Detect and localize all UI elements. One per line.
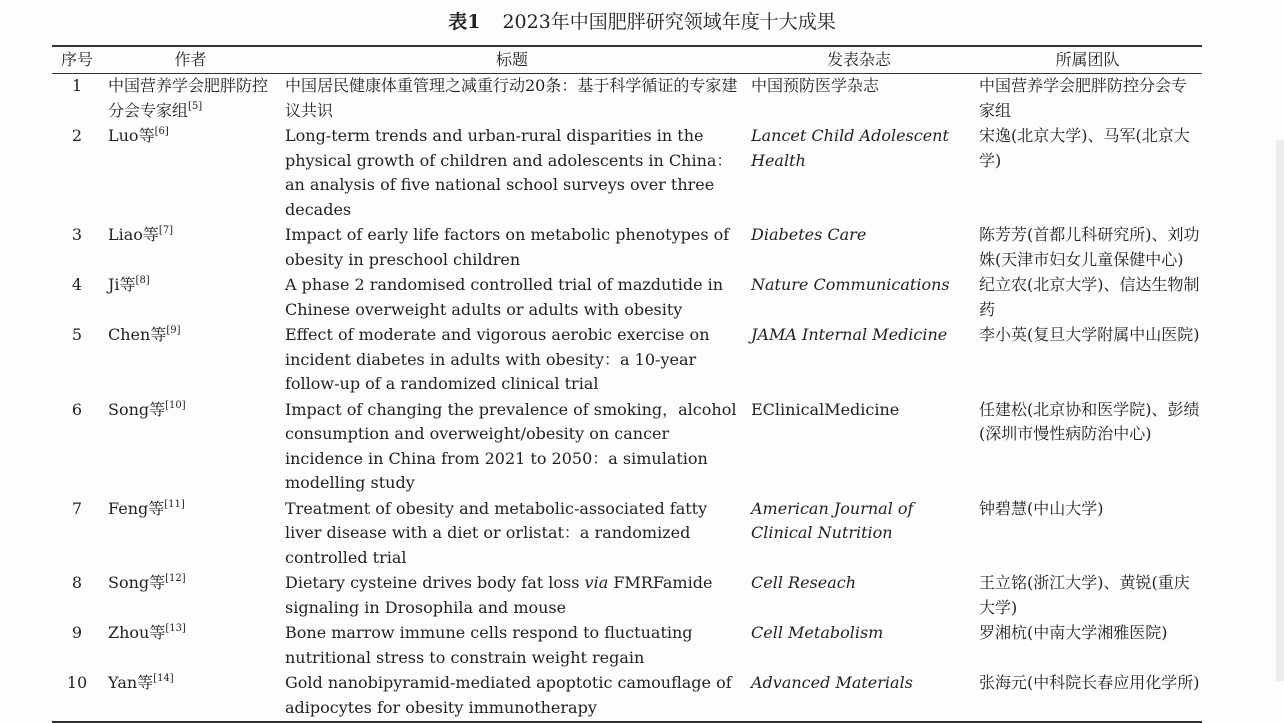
reference-number: [8] bbox=[135, 275, 150, 286]
row-number: 6 bbox=[71, 399, 83, 419]
author-name: Feng等 bbox=[108, 498, 165, 518]
row-author bbox=[102, 398, 279, 497]
reference-number: [10] bbox=[165, 399, 186, 411]
row-author bbox=[102, 124, 279, 223]
row-journal: Cell Metabolism bbox=[751, 623, 884, 642]
author-name: Liao等 bbox=[108, 225, 159, 244]
row-team: 张海元(中科院长春应用化学所) bbox=[979, 673, 1200, 692]
table-row bbox=[52, 497, 1202, 572]
table-row bbox=[52, 571, 1202, 621]
reference-number: [12] bbox=[165, 573, 186, 584]
row-team: 任建松(北京协和医学院)、彭绩(深圳市慢性病防治中心) bbox=[979, 399, 1200, 443]
author-name: Zhou等 bbox=[108, 623, 166, 642]
reference-number: [9] bbox=[166, 325, 181, 336]
row-number: 9 bbox=[71, 623, 83, 642]
row-number: 3 bbox=[71, 225, 83, 244]
row-author bbox=[102, 621, 279, 671]
title-text: FMRFamide signaling in Drosophila and mouse bbox=[285, 573, 713, 617]
row-team: 李小英(复旦大学附属中山医院) bbox=[979, 325, 1200, 344]
row-title: Impact of early life factors on metabolic phenotypes of obesity in preschool children bbox=[285, 225, 730, 269]
row-title: Gold nanobipyramid-mediated apoptotic camouflage of adipocytes for obesity immunotherapy bbox=[285, 673, 732, 717]
scrollbar-track[interactable] bbox=[1276, 140, 1284, 681]
row-author bbox=[102, 74, 279, 125]
author-name: Yan等 bbox=[108, 673, 154, 692]
row-journal: Cell Reseach bbox=[751, 573, 857, 592]
caption-label: 表1 bbox=[448, 11, 481, 33]
row-team: 钟碧慧(中山大学) bbox=[979, 498, 1104, 518]
row-title bbox=[279, 571, 745, 621]
header-author: 作者 bbox=[174, 49, 207, 69]
row-title: Impact of changing the prevalence of smoking，alcohol consumption and overweight/obesity on cancer incidence in China from 2021 to 2050：a simulation modelling study bbox=[285, 399, 737, 492]
row-team: 纪立农(北京大学)、信达生物制药 bbox=[979, 275, 1200, 319]
author-name: Luo等 bbox=[108, 126, 155, 145]
table-header bbox=[52, 46, 1202, 74]
reference-number: [5] bbox=[188, 100, 203, 112]
results-table bbox=[52, 45, 1202, 723]
row-journal: Advanced Materials bbox=[751, 673, 913, 692]
table-caption bbox=[0, 8, 1284, 36]
row-title: Bone marrow immune cells respond to fluctuating nutritional stress to constrain weight regain bbox=[285, 623, 693, 667]
row-number: 7 bbox=[71, 498, 83, 518]
author-name: Chen等 bbox=[108, 325, 167, 344]
row-title: Long-term trends and urban-rural disparities in the physical growth of children and adolescents in China：an analysis of five national school surveys over three decades bbox=[285, 126, 733, 219]
row-journal: JAMA Internal Medicine bbox=[751, 325, 948, 344]
title-text: Dietary cysteine drives body fat loss bbox=[285, 573, 585, 592]
row-author bbox=[102, 571, 279, 621]
table-row bbox=[52, 671, 1202, 722]
author-name: Song等 bbox=[108, 399, 166, 419]
title-italic-text: via bbox=[584, 573, 609, 592]
reference-number: [14] bbox=[153, 673, 174, 684]
table-row bbox=[52, 74, 1202, 125]
table-row bbox=[52, 223, 1202, 273]
row-team: 中国营养学会肥胖防控分会专家组 bbox=[979, 76, 1188, 120]
row-author bbox=[102, 323, 279, 398]
row-author bbox=[102, 497, 279, 572]
row-number: 10 bbox=[66, 673, 88, 692]
row-title: 中国居民健康体重管理之减重行动20条：基于科学循证的专家建议共识 bbox=[285, 76, 738, 120]
row-number: 8 bbox=[71, 573, 83, 592]
author-name: Song等 bbox=[108, 573, 166, 592]
table-row bbox=[52, 124, 1202, 223]
reference-number: [11] bbox=[164, 498, 185, 510]
row-author bbox=[102, 273, 279, 323]
author-name: 中国营养学会肥胖防控分会专家组 bbox=[108, 76, 269, 120]
header-journal: 发表杂志 bbox=[826, 49, 891, 69]
row-journal: Nature Communications bbox=[751, 275, 950, 294]
row-journal: Diabetes Care bbox=[751, 225, 867, 244]
row-author bbox=[102, 223, 279, 273]
header-no: 序号 bbox=[60, 49, 93, 69]
row-journal: 中国预防医学杂志 bbox=[751, 76, 880, 95]
row-journal: American Journal of Clinical Nutrition bbox=[751, 498, 914, 542]
row-team: 陈芳芳(首都儿科研究所)、刘功姝(天津市妇女儿童保健中心) bbox=[979, 225, 1200, 269]
row-team: 宋逸(北京大学)、马军(北京大学) bbox=[979, 126, 1190, 170]
row-team: 罗湘杭(中南大学湘雅医院) bbox=[979, 623, 1168, 642]
row-author bbox=[102, 671, 279, 722]
header-title: 标题 bbox=[495, 49, 528, 69]
reference-number: [6] bbox=[154, 126, 169, 137]
table-row bbox=[52, 273, 1202, 323]
row-title: A phase 2 randomised controlled trial of mazdutide in Chinese overweight adults or adults with obesity bbox=[285, 275, 724, 319]
reference-number: [13] bbox=[165, 623, 186, 634]
row-title: Treatment of obesity and metabolic-associated fatty liver disease with a diet or orlistat：a randomized controlled trial bbox=[285, 498, 708, 567]
table-row bbox=[52, 323, 1202, 398]
row-number: 1 bbox=[71, 76, 83, 95]
row-team: 王立铭(浙江大学)、黄锐(重庆大学) bbox=[979, 573, 1190, 617]
row-journal: Lancet Child Adolescent Health bbox=[751, 126, 949, 170]
table-row bbox=[52, 621, 1202, 671]
row-number: 4 bbox=[71, 275, 83, 294]
row-number: 2 bbox=[71, 126, 83, 145]
row-title: Effect of moderate and vigorous aerobic exercise on incident diabetes in adults with obesity：a 10-year follow-up of a randomized clinical trial bbox=[285, 325, 710, 393]
caption-text: 2023年中国肥胖研究领域年度十大成果 bbox=[502, 11, 836, 33]
author-name: Ji等 bbox=[108, 275, 136, 294]
reference-number: [7] bbox=[158, 225, 174, 236]
row-journal: EClinicalMedicine bbox=[751, 399, 900, 419]
table-row bbox=[52, 398, 1202, 497]
row-number: 5 bbox=[71, 325, 83, 344]
header-team: 所属团队 bbox=[1055, 49, 1120, 69]
